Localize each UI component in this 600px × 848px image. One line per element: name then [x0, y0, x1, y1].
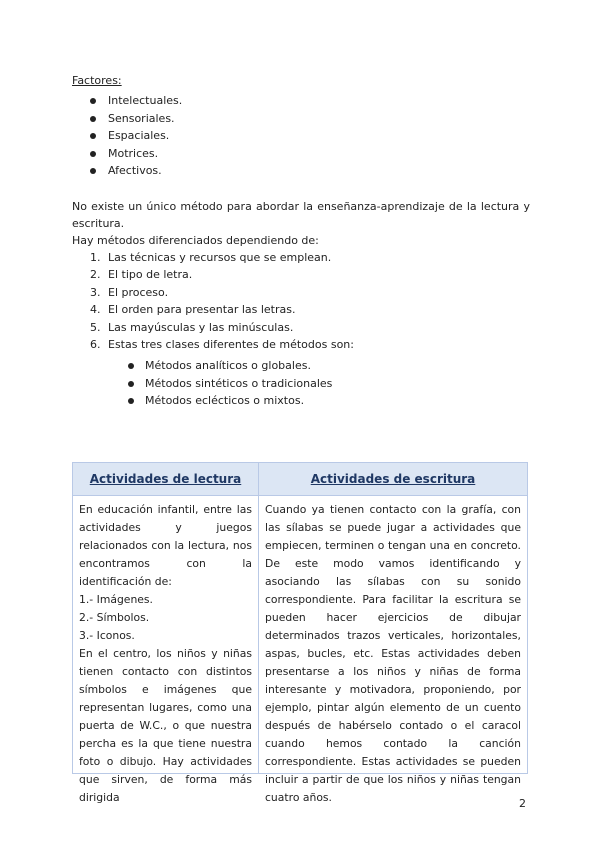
methods-intro: Hay métodos diferenciados dependiendo de: — [72, 234, 319, 247]
list-item: Sensoriales. — [90, 110, 182, 128]
activities-table — [72, 462, 528, 804]
list-item: 4. El orden para presentar las letras. — [90, 303, 296, 317]
method-types-list — [128, 357, 332, 410]
list-item: Métodos sintéticos o tradicionales — [128, 375, 332, 393]
escritura-cell — [265, 501, 521, 807]
intro-paragraph: No existe un único método para abordar la enseñanza-aprendizaje de la lectura y escritura. — [72, 200, 530, 230]
list-item: 3. El proceso. — [90, 285, 169, 299]
list-item: Afectivos. — [90, 162, 182, 180]
bullet-icon — [128, 381, 134, 387]
column-divider — [258, 463, 259, 773]
bullet-icon — [128, 398, 134, 404]
lectura-cell — [79, 501, 252, 807]
list-item: 5. Las mayúsculas y las minúsculas. — [90, 320, 294, 334]
bullet-icon — [90, 98, 96, 104]
lectura-paragraph: En el centro, los niños y niñas tienen contacto con distintos símbolos e imágenes que representan lugares, como una puerta de W.C., o que nuestra percha es la que tiene nuestra foto o dibujo. Hay actividades que sirven, de forma más dirigida — [79, 647, 252, 804]
methods-list — [90, 249, 354, 353]
escritura-paragraph: Cuando ya tienen contacto con la grafía, con las sílabas se puede jugar a actividades que empiecen, terminen o tengan una en concreto. De este modo vamos identificando y asociando las sílabas con su sonido correspondiente. Para facilitar la escritura se pueden hacer ejercicios de dibujar determinados trazos verticales, horizontales, aspas, bucles, etc. Estas actividades deben presentarse a los niños y niñas de forma interesante y motivadora, proponiendo, por ejemplo, pintar algún elemento de un cuento después de habérselo contado o el caracol cuando hemos contado la canción correspondiente. Estas actividades se pueden incluir a partir de que los niños y niñas tengan cuatro años. — [265, 503, 521, 804]
bullet-icon — [90, 133, 96, 139]
header-lectura: Actividades de lectura — [89, 472, 242, 486]
bullet-icon — [90, 168, 96, 174]
list-item: Métodos analíticos o globales. — [128, 357, 332, 375]
bullet-icon — [90, 151, 96, 157]
list-item: 1. Las técnicas y recursos que se emplean. — [90, 251, 332, 264]
list-item: Espaciales. — [90, 127, 182, 145]
factores-heading: Factores: — [72, 74, 122, 87]
lectura-item: 3.- Iconos. — [79, 629, 135, 642]
list-item: 6. Estas tres clases diferentes de métodos son: — [90, 337, 354, 351]
lectura-item: 2.- Símbolos. — [79, 611, 150, 624]
list-item: Intelectuales. — [90, 92, 182, 110]
list-item: Motrices. — [90, 145, 182, 163]
header-escritura: Actividades de escritura — [310, 472, 476, 486]
lectura-paragraph: En educación infantil, entre las actividades y juegos relacionados con la lectura, nos encontramos con la identificación de: — [79, 503, 252, 588]
bullet-icon — [90, 116, 96, 122]
lectura-item: 1.- Imágenes. — [79, 593, 153, 606]
factores-list — [90, 92, 182, 180]
header-divider — [73, 495, 527, 496]
list-item: Métodos eclécticos o mixtos. — [128, 392, 332, 410]
list-item: 2. El tipo de letra. — [90, 268, 193, 282]
bullet-icon — [128, 363, 134, 369]
page-number: 2 — [519, 797, 526, 810]
